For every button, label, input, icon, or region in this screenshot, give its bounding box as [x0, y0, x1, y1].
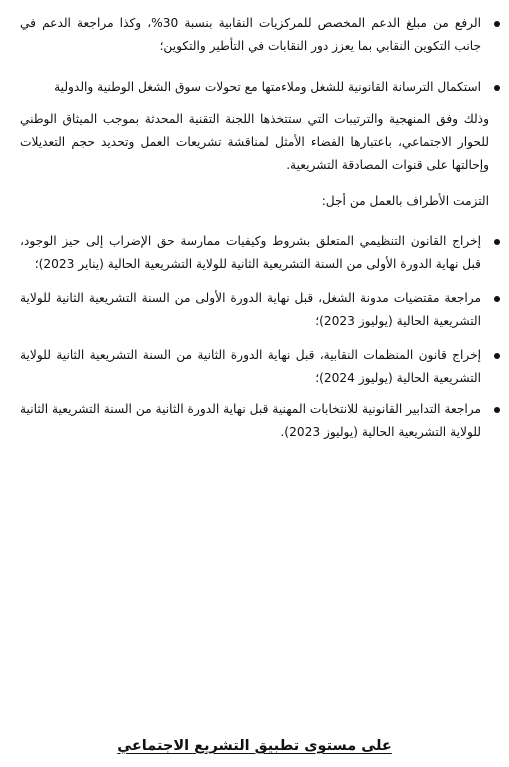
section-heading: على مستوى تطبيق التشريع الاجتماعي [117, 738, 392, 754]
bullet-icon [494, 239, 500, 245]
commitment-bullet-item [20, 287, 481, 333]
bullet-text: الرفع من مبلغ الدعم المخصص للمركزيات النقابية بنسبة 30%، وكذا مراجعة الدعم في جانب التكوين النقابي بما يعزز دور النقابات في التأطير والتكوين؛ [20, 16, 481, 53]
intro-bullet-item [20, 12, 481, 58]
commitment-intro: التزمت الأطراف بالعمل من أجل: [321, 194, 489, 208]
bullet-text: إخراج القانون التنظيمي المتعلق بشروط وكيفيات ممارسة حق الإضراب إلى حيز الوجود، قبل نهاية الدورة الأولى من السنة التشريعية الثانية للولاية التشريعية الحالية (يناير 2023)؛ [20, 234, 481, 271]
bullet-text: مراجعة التدابير القانونية للانتخابات المهنية قبل نهاية الدورة الثانية من السنة التشريعية الثانية للولاية التشريعية الحالية (يوليوز 2023). [20, 402, 481, 439]
methodology-paragraph: وذلك وفق المنهجية والترتيبات التي ستتخذها اللجنة التقنية المحدثة بموجب الميثاق الوطني للحوار الاجتماعي، باعتبارها الفضاء الأمثل لمناقشة تشريعات العمل وتحديد حجم التعديلات وإحالتها على قنوات المصادقة التشريعية. [20, 112, 489, 172]
bullet-icon [494, 353, 500, 359]
bullet-icon [494, 85, 500, 91]
bullet-icon [494, 407, 500, 413]
commitment-bullet-item [20, 344, 481, 390]
intro-bullet-item [20, 76, 481, 99]
commitment-bullet-item [20, 230, 481, 276]
bullet-icon [494, 21, 500, 27]
bullet-text: إخراج قانون المنظمات النقابية، قبل نهاية الدورة الثانية من السنة التشريعية الثانية للولاية التشريعية الحالية (يوليوز 2024)؛ [20, 348, 481, 385]
bullet-icon [494, 296, 500, 302]
commitment-bullet-item [20, 398, 481, 444]
bullet-text: استكمال الترسانة القانونية للشغل وملاءمتها مع تحولات سوق الشغل الوطنية والدولية [54, 80, 481, 94]
bullet-text: مراجعة مقتضيات مدونة الشغل، قبل نهاية الدورة الأولى من السنة التشريعية الثانية للولاية التشريعية الحالية (يوليوز 2023)؛ [20, 291, 481, 328]
